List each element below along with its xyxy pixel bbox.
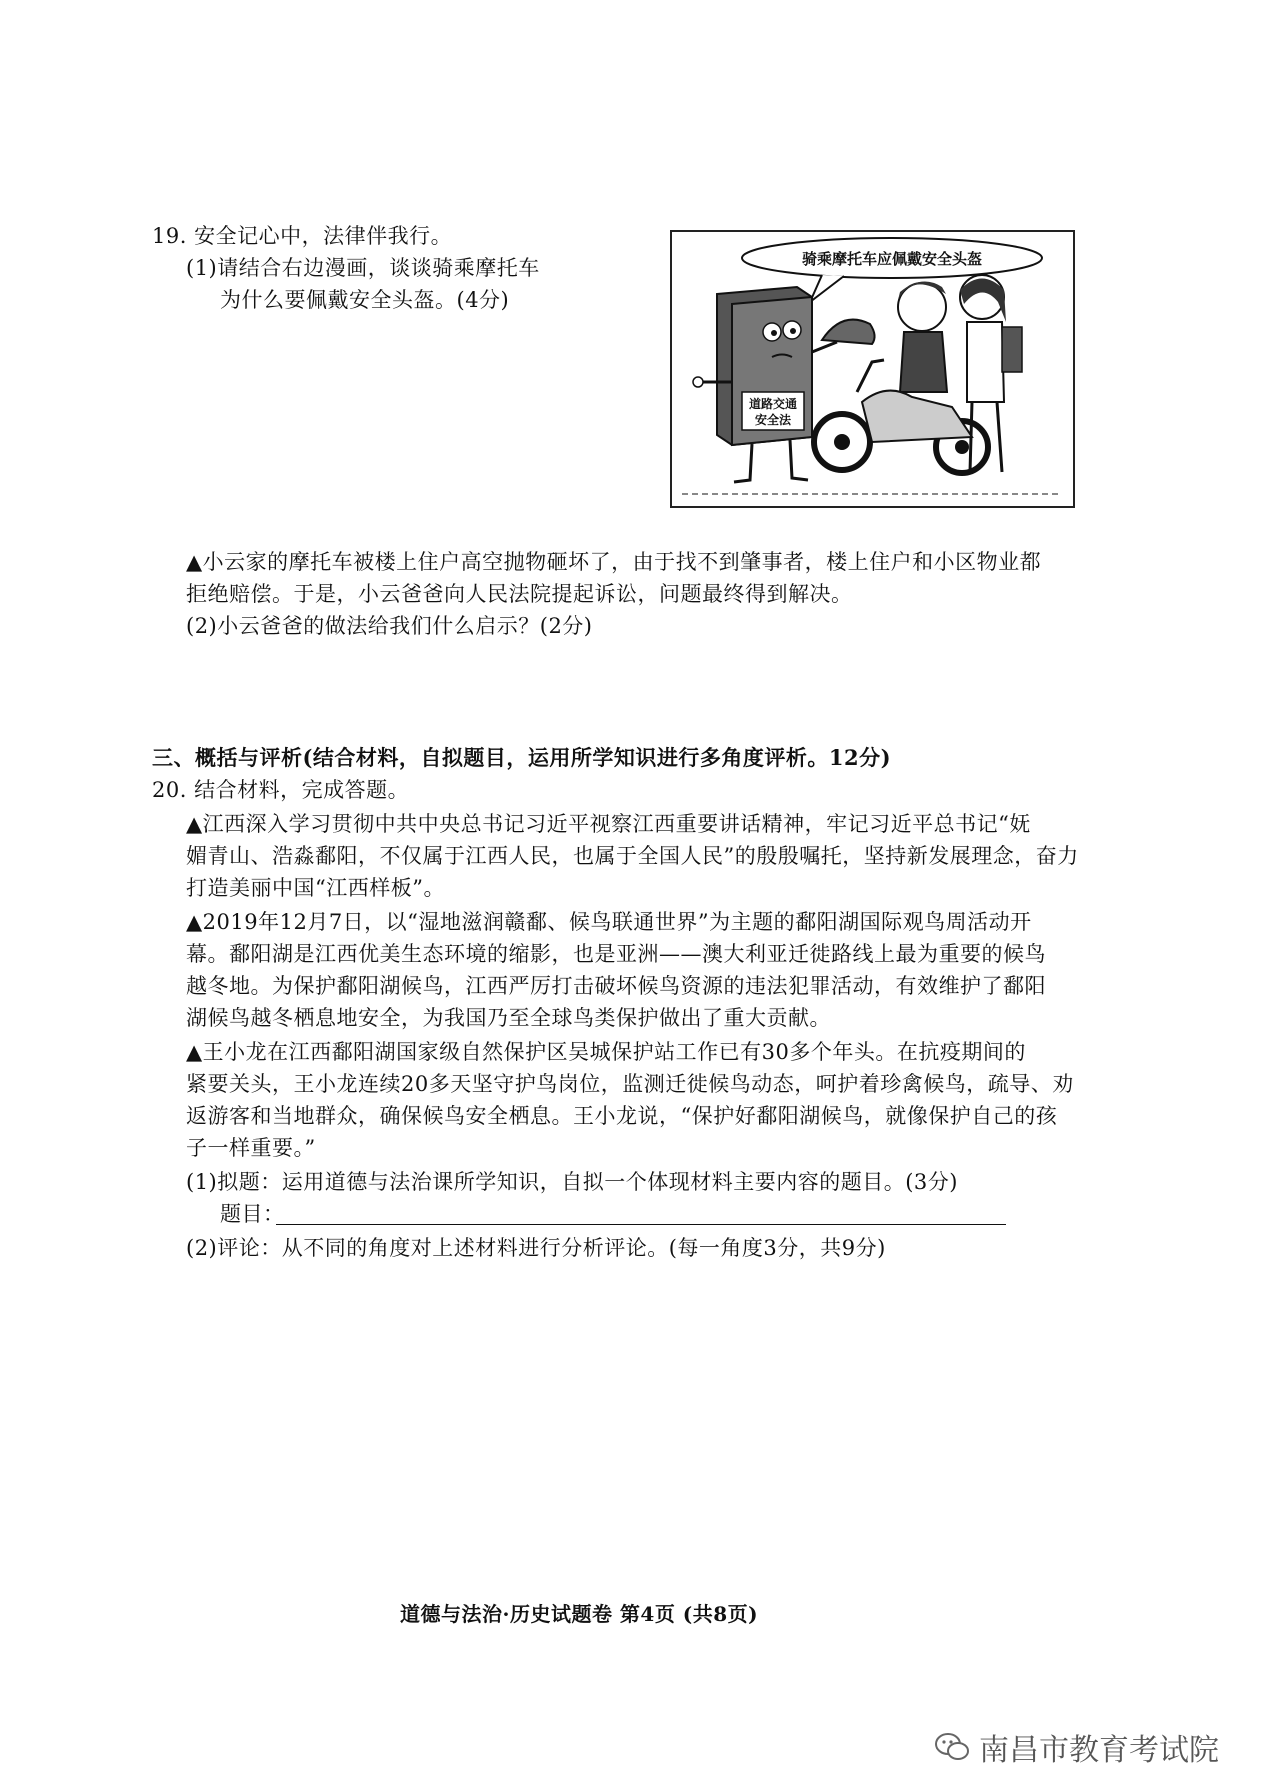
cartoon-drawing — [672, 232, 1073, 506]
q19-part2: (2)小云爸爸的做法给我们什么启示？(2分) — [186, 614, 593, 638]
q20-m2-line2: 幕。鄱阳湖是江西优美生态环境的缩影，也是亚洲——澳大利亚迁徙路线上最为重要的候鸟 — [186, 942, 1046, 966]
q20-m3-line1: ▲王小龙在江西鄱阳湖国家级自然保护区吴城保护站工作已有30多个年头。在抗疫期间的 — [186, 1040, 1026, 1064]
q19-title: 19. 安全记心中，法律伴我行。 — [152, 224, 453, 248]
q20-m1-line1: ▲江西深入学习贯彻中共中央总书记习近平视察江西重要讲话精神，牢记习近平总书记“妩 — [186, 812, 1031, 836]
q20-title: 20. 结合材料，完成答题。 — [152, 778, 410, 802]
section3-heading: 三、概括与评析(结合材料，自拟题目，运用所学知识进行多角度评析。12分) — [152, 745, 892, 770]
q20-m3-line4: 子一样重要。” — [186, 1136, 316, 1160]
q20-m1-line2: 媚青山、浩淼鄱阳，不仅属于江西人民，也属于全国人民”的殷殷嘱托，坚持新发展理念，奋力 — [186, 844, 1079, 868]
q20-m3-line3: 返游客和当地群众，确保候鸟安全栖息。王小龙说，“保护好鄱阳湖候鸟，就像保护自己的孩 — [186, 1104, 1058, 1128]
page-footer: 道德与法治·历史试题卷 第4页 (共8页) — [400, 1602, 759, 1626]
q19-material-line1: ▲小云家的摩托车被楼上住户高空抛物砸坏了，由于找不到肇事者，楼上住户和小区物业都 — [186, 550, 1042, 574]
q19-material-line2: 拒绝赔偿。于是，小云爸爸向人民法院提起诉讼，问题最终得到解决。 — [186, 582, 853, 606]
q20-title-label: 题目： — [220, 1202, 285, 1226]
title-answer-line[interactable] — [276, 1224, 1006, 1225]
speech-bubble-text: 骑乘摩托车应佩戴安全头盔 — [801, 250, 983, 268]
q20-part2: (2)评论：从不同的角度对上述材料进行分析评论。(每一角度3分，共9分) — [186, 1236, 886, 1260]
q20-m1-line3: 打造美丽中国“江西样板”。 — [186, 876, 445, 900]
book-label-line1: 道路交通 — [748, 397, 798, 411]
q20-part1: (1)拟题：运用道德与法治课所学知识，自拟一个体现材料主要内容的题目。(3分) — [186, 1170, 958, 1194]
wechat-watermark — [935, 1725, 1219, 1769]
cartoon-illustration — [670, 230, 1075, 508]
q20-m3-line2: 紧要关头，王小龙连续20多天坚守护鸟岗位，监测迁徙候鸟动态，呵护着珍禽候鸟，疏导、劝 — [186, 1072, 1074, 1096]
q20-m2-line3: 越冬地。为保护鄱阳湖候鸟，江西严厉打击破坏候鸟资源的违法犯罪活动，有效维护了鄱阳 — [186, 974, 1046, 998]
book-label-line2: 安全法 — [754, 413, 792, 427]
q20-m2-line4: 湖候鸟越冬栖息地安全，为我国乃至全球鸟类保护做出了重大贡献。 — [186, 1006, 831, 1030]
watermark-text: 南昌市教育考试院 — [979, 1733, 1219, 1768]
q19-part1-line1: (1)请结合右边漫画，谈谈骑乘摩托车 — [186, 256, 540, 280]
wechat-icon — [935, 1732, 969, 1762]
q20-m2-line1: ▲2019年12月7日，以“湿地滋润赣鄱、候鸟联通世界”为主题的鄱阳湖国际观鸟周活动开 — [186, 910, 1032, 934]
q19-part1-line2: 为什么要佩戴安全头盔。(4分) — [220, 288, 510, 312]
